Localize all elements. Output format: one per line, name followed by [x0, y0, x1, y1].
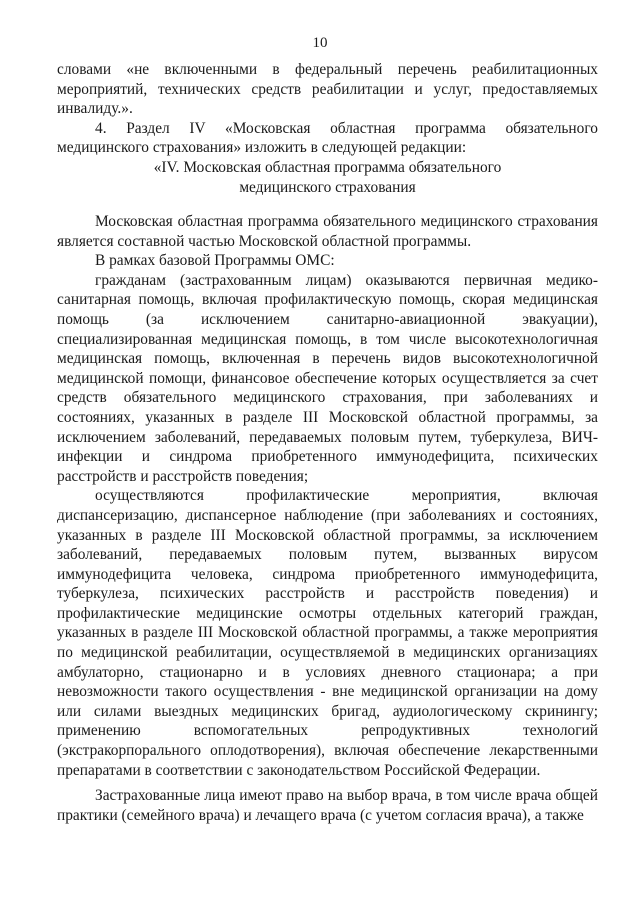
paragraph-amendment: 4. Раздел IV «Московская областная программа обязательного медицинского страхования» изложить в следующей редакции: [57, 119, 598, 157]
paragraph-program-part: Московская областная программа обязательного медицинского страхования является составной частью Московской областной программы. [57, 213, 598, 250]
section-heading-line-2: медицинского страхования [239, 178, 416, 196]
paragraph-within-base-program: В рамках базовой Программы ОМС: [95, 252, 335, 270]
paragraph-continuation: словами «не включенными в федеральный перечень реабилитационных мероприятий, технических средств реабилитации и услуг, предоставляемых инвалиду.». [57, 61, 598, 118]
text-block-top [57, 60, 598, 197]
text-block-main [57, 212, 598, 825]
section-heading-line-1: «IV. Московская областная программа обязательного [153, 158, 502, 176]
paragraph-doctor-choice: Застрахованные лица имеют право на выбор врача, в том числе врача общей практики (семейного врача) и лечащего врача (с учетом согласия врача), а также [57, 787, 598, 824]
paragraph-preventive-measures: осуществляются профилактические мероприятия, включая диспансеризацию, диспансерное наблюдение (при заболеваниях и состояниях, указанных в разделе III Московской областной программы, за исключением заболеваний, передаваемых половым путем, вызванных вирусом иммунодефицита человека, синдрома приобретенного иммунодефицита, туберкулеза, психических расстройств и расстройств поведения) и профилактические медицинские осмотры отдельных категорий граждан, указанных в разделе III Московской областной программы, а также мероприятия по медицинской реабилитации, осуществляемой в медицинских организациях амбулаторно, стационарно и в условиях дневного стационара; а при невозможности такого осуществления - вне медицинской организации на дому или силами выездных медицинских бригад, аудиологическому скринингу; применению вспомогательных репродуктивных технологий (экстракорпорального оплодотворения), включая обеспечение лекарственными препаратами в соответствии с законодательством Российской Федерации. [57, 487, 598, 779]
section-heading [57, 158, 598, 197]
paragraph-citizens-care: гражданам (застрахованным лицам) оказываются первичная медико-санитарная помощь, включая профилактическую помощь, скорая медицинская помощь (за исключением санитарно-авиационной эвакуации), специализированная медицинская помощь, в том числе высокотехнологичная медицинская помощь, включенная в перечень видов высокотехнологичной медицинской помощи, финансовое обеспечение которых осуществляется за счет средств обязательного медицинского страхования, при заболеваниях и состояниях, указанных в разделе III Московской областной программы, за исключением заболеваний, передаваемых половым путем, туберкулеза, ВИЧ-инфекции и синдрома приобретенного иммунодефицита, психических расстройств и расстройств поведения; [57, 271, 598, 485]
page-number: 10 [312, 35, 328, 51]
